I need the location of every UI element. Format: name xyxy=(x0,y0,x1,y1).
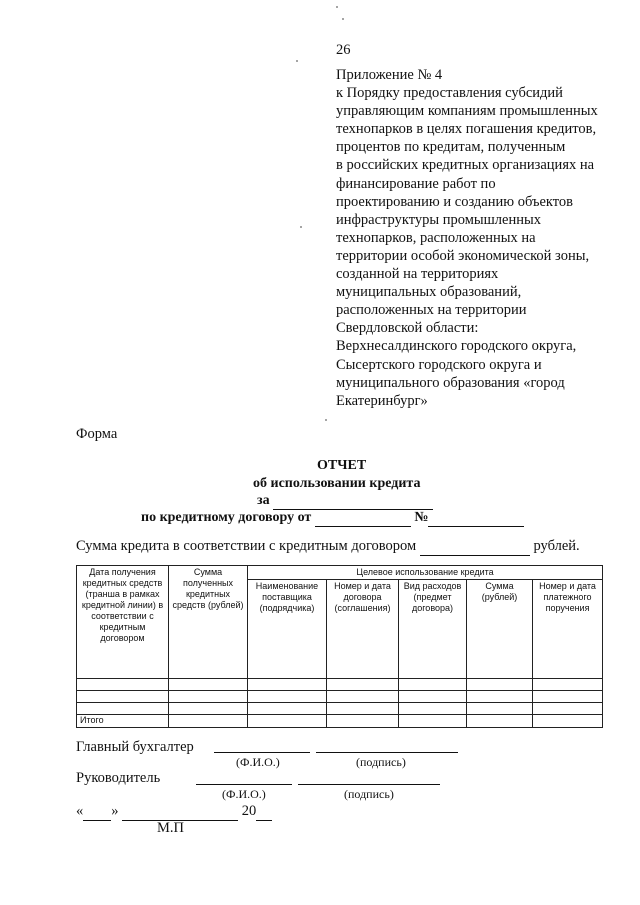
table-cell[interactable] xyxy=(533,715,603,728)
table-cell[interactable] xyxy=(77,691,169,703)
period-label: за xyxy=(257,493,270,508)
header-target-use: Целевое использование кредита xyxy=(248,566,603,580)
table-cell[interactable] xyxy=(399,679,467,691)
table-cell[interactable] xyxy=(467,679,533,691)
contract-date-field[interactable] xyxy=(315,510,411,527)
table-row xyxy=(77,703,603,715)
date-year-field[interactable] xyxy=(256,803,272,821)
contract-label: по кредитному договору от xyxy=(141,510,312,525)
scan-speck xyxy=(342,18,344,20)
annex-line: финансирование работ по xyxy=(336,175,496,192)
signature-caption: (подпись) xyxy=(356,755,406,769)
scan-speck xyxy=(300,226,302,228)
header-received-sum: Сумма полученных кредитных средств (рублей) xyxy=(169,566,248,679)
page-number: 26 xyxy=(336,42,351,58)
table-cell[interactable] xyxy=(77,703,169,715)
total-label: Итого xyxy=(77,715,169,728)
header-expense-type: Вид расходов (предмет договора) xyxy=(399,580,467,679)
director-label: Руководитель xyxy=(76,770,161,786)
header-amount: Сумма (рублей) xyxy=(467,580,533,679)
date-day-field[interactable] xyxy=(83,803,111,821)
signature-caption: (подпись) xyxy=(344,787,394,801)
total-row xyxy=(77,715,603,728)
table-cell[interactable] xyxy=(327,679,399,691)
date-close-quote: » xyxy=(111,803,119,819)
date-month-field[interactable] xyxy=(122,803,238,821)
annex-line: к Порядку предоставления субсидий xyxy=(336,85,563,102)
annex-line: инфраструктуры промышленных xyxy=(336,211,541,228)
annex-line: Верхнесалдинского городского округа, xyxy=(336,338,577,355)
credit-sum-line xyxy=(76,538,580,556)
contract-number-field[interactable] xyxy=(428,510,524,527)
table-cell[interactable] xyxy=(169,691,248,703)
table-cell[interactable] xyxy=(327,691,399,703)
table-cell[interactable] xyxy=(248,703,327,715)
report-period-line xyxy=(257,493,433,510)
header-supplier: Наименование поставщика (подрядчика) xyxy=(248,580,327,679)
director-signature-field[interactable] xyxy=(298,784,440,785)
table-cell[interactable] xyxy=(467,703,533,715)
table-row xyxy=(77,679,603,691)
contract-line xyxy=(141,510,524,527)
table-cell[interactable] xyxy=(248,679,327,691)
fio-caption: (Ф.И.О.) xyxy=(222,787,266,801)
date-open-quote: « xyxy=(76,803,84,819)
table-cell[interactable] xyxy=(248,715,327,728)
fio-caption: (Ф.И.О.) xyxy=(236,755,280,769)
table-row xyxy=(77,691,603,703)
table-cell[interactable] xyxy=(77,679,169,691)
annex-line: Сысертского городского округа и xyxy=(336,356,542,373)
table-cell[interactable] xyxy=(467,691,533,703)
chief-accountant-label: Главный бухгалтер xyxy=(76,739,194,755)
table-cell[interactable] xyxy=(533,703,603,715)
annex-line: в российских кредитных организациях на xyxy=(336,157,595,174)
date-line xyxy=(76,803,272,821)
annex-header xyxy=(336,66,621,410)
table-cell[interactable] xyxy=(399,691,467,703)
table-cell[interactable] xyxy=(399,703,467,715)
table-cell[interactable] xyxy=(533,691,603,703)
annex-line: управляющим компаниям промышленных xyxy=(336,103,598,120)
annex-line: процентов по кредитам, полученным xyxy=(336,139,566,156)
table-cell[interactable] xyxy=(169,679,248,691)
chief-accountant-signature-field[interactable] xyxy=(316,752,458,753)
annex-line: территории особой экономической зоны, xyxy=(336,247,590,264)
credit-sum-unit: рублей. xyxy=(533,538,580,554)
contract-number-label: № xyxy=(414,510,429,525)
stamp-label: М.П xyxy=(157,820,184,836)
report-subtitle: об использовании кредита xyxy=(253,476,421,491)
table-cell[interactable] xyxy=(467,715,533,728)
form-label: Форма xyxy=(76,426,118,442)
report-title: ОТЧЕТ xyxy=(317,458,367,473)
scan-speck xyxy=(325,419,327,421)
annex-line: Екатеринбург» xyxy=(336,392,428,409)
header-payment-order: Номер и дата платежного поручения xyxy=(533,580,603,679)
annex-line: муниципальных образований, xyxy=(336,284,522,301)
table-cell[interactable] xyxy=(327,715,399,728)
credit-sum-field[interactable] xyxy=(420,538,530,556)
annex-line: технопарков в целях погашения кредитов, xyxy=(336,121,597,138)
annex-line: муниципального образования «город xyxy=(336,374,565,391)
table-cell[interactable] xyxy=(327,703,399,715)
annex-line: технопарков, расположенных на xyxy=(336,229,536,246)
period-field[interactable] xyxy=(273,493,433,510)
annex-line: Свердловской области: xyxy=(336,320,479,337)
table-cell[interactable] xyxy=(248,691,327,703)
table-cell[interactable] xyxy=(399,715,467,728)
header-contract: Номер и дата договора (соглашения) xyxy=(327,580,399,679)
annex-line: расположенных на территории xyxy=(336,302,527,319)
scan-speck xyxy=(296,60,298,62)
table-cell[interactable] xyxy=(169,703,248,715)
header-receipt-date: Дата получения кредитных средств (транша в рамках кредитной линии) в соответствии с кредитным договором xyxy=(77,566,169,679)
annex-line: созданной на территориях xyxy=(336,266,499,283)
annex-line: проектированию и созданию объектов xyxy=(336,193,574,210)
table-cell[interactable] xyxy=(169,715,248,728)
scan-speck xyxy=(336,6,338,8)
report-table xyxy=(76,565,603,728)
table-cell[interactable] xyxy=(533,679,603,691)
chief-accountant-fio-field[interactable] xyxy=(214,752,310,753)
date-year-prefix: 20 xyxy=(241,803,257,819)
credit-sum-label: Сумма кредита в соответствии с кредитным договором xyxy=(76,538,417,554)
director-fio-field[interactable] xyxy=(196,784,292,785)
annex-line: Приложение № 4 xyxy=(336,67,443,83)
